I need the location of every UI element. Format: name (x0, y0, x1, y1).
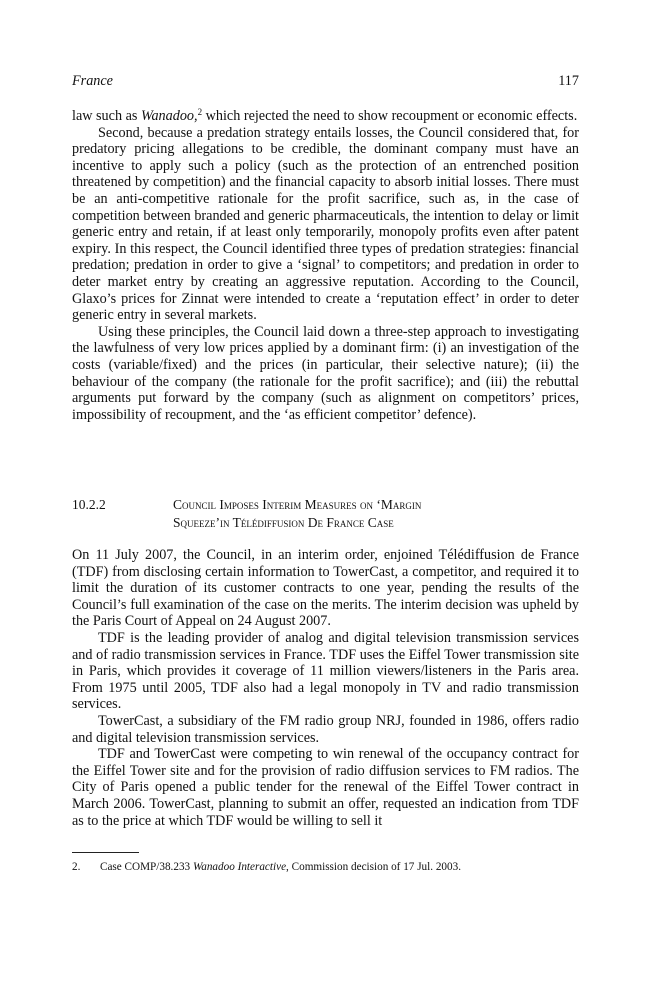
page-header (72, 72, 579, 90)
paragraph: Using these principles, the Council laid down a three-step approach to investigating the lawfulness of very low prices applied by a dominant firm: (i) an investigation of the costs (variable/fixed) and the prices (in particular, their selective nature); (ii) the behaviour of the company (the rationale for the profit sacrifice); and (iii) the rebuttal arguments put forward by the company (such as alignment on competitors’ prices, impossibility of recoupment, and the ‘as efficient competitor’ defence). (72, 323, 579, 423)
paragraph: TowerCast, a subsidiary of the FM radio group NRJ, founded in 1986, offers radio and digital television transmission services. (72, 712, 579, 746)
section-title: Council Imposes Interim Measures on ‘Margin Squeeze’in Télédiffusion De France Case (173, 497, 422, 530)
running-title: France (72, 73, 113, 89)
footnote: 2. Case COMP/38.233 Wanadoo Interactive, Commission decision of 17 Jul. 2003. (72, 861, 462, 873)
paragraph: On 11 July 2007, the Council, in an interim order, enjoined Télédiffusion de France (TDF) from disclosing certain information to TowerCast, a competitor, and required it to limit the duration of its customer contracts to one year, pending the results of the Council’s full examination of the case on the merits. The interim decision was upheld by the Paris Court of Appeal on 24 August 2007. (72, 547, 579, 630)
paragraph: law such as Wanadoo,$^2$ which rejected the need to show recoupment or economic effects. (72, 107, 578, 124)
body-text-block-2 (72, 547, 579, 829)
footnote-ref[interactable]: 2 (197, 107, 203, 117)
paragraph: TDF is the leading provider of analog and digital television transmission services and of radio transmission services in France. TDF uses the Eiffel Tower transmission site in Paris, which provides it coverage of 11 million viewers/listeners in the Paris area. From 1975 until 2005, TDF also had a legal monopoly in TV and radio transmission services. (72, 629, 579, 713)
footnote-number: 2. (72, 861, 81, 873)
page-number: 117 (558, 73, 579, 89)
footnote-case-name: Wanadoo Interactive (192, 861, 287, 873)
footnote-divider (72, 852, 139, 853)
case-name: Wanadoo (140, 108, 195, 124)
paragraph: Second, because a predation strategy entails losses, the Council considered that, for predatory pricing allegations to be credible, the dominant company must have an incentive to apply such a policy (such as the protection of an entrenched position threatened by competition) and the financial capacity to absorb initial losses. There must be an anti-competitive rationale for the profit sacrifice, such as, in the case of competition between branded and generic pharmaceuticals, the intention to delay or limit generic entry and retain, if at least only temporarily, monopoly profits even after patent expiry. In this respect, the Council identified three types of predation strategies: financial predation; predation in order to give a ‘signal’ to competitors; and predation in order to deter market entry by creating an aggressive reputation. According to the Council, Glaxo’s prices for Zinnat were intended to create a ‘reputation effect’ in order to deter generic entry in several markets. (72, 124, 579, 324)
section-number: 10.2.2 (72, 497, 106, 512)
paragraph: TDF and TowerCast were competing to win renewal of the occupancy contract for the Eiffel Tower site and for the provision of radio diffusion services to FM radios. The City of Paris opened a public tender for the renewal of the Eiffel Tower contract in March 2006. TowerCast, planning to submit an offer, requested an indication from TDF as to the price at which TDF would be willing to sell it (72, 746, 579, 829)
body-text-block-1 (72, 108, 579, 423)
